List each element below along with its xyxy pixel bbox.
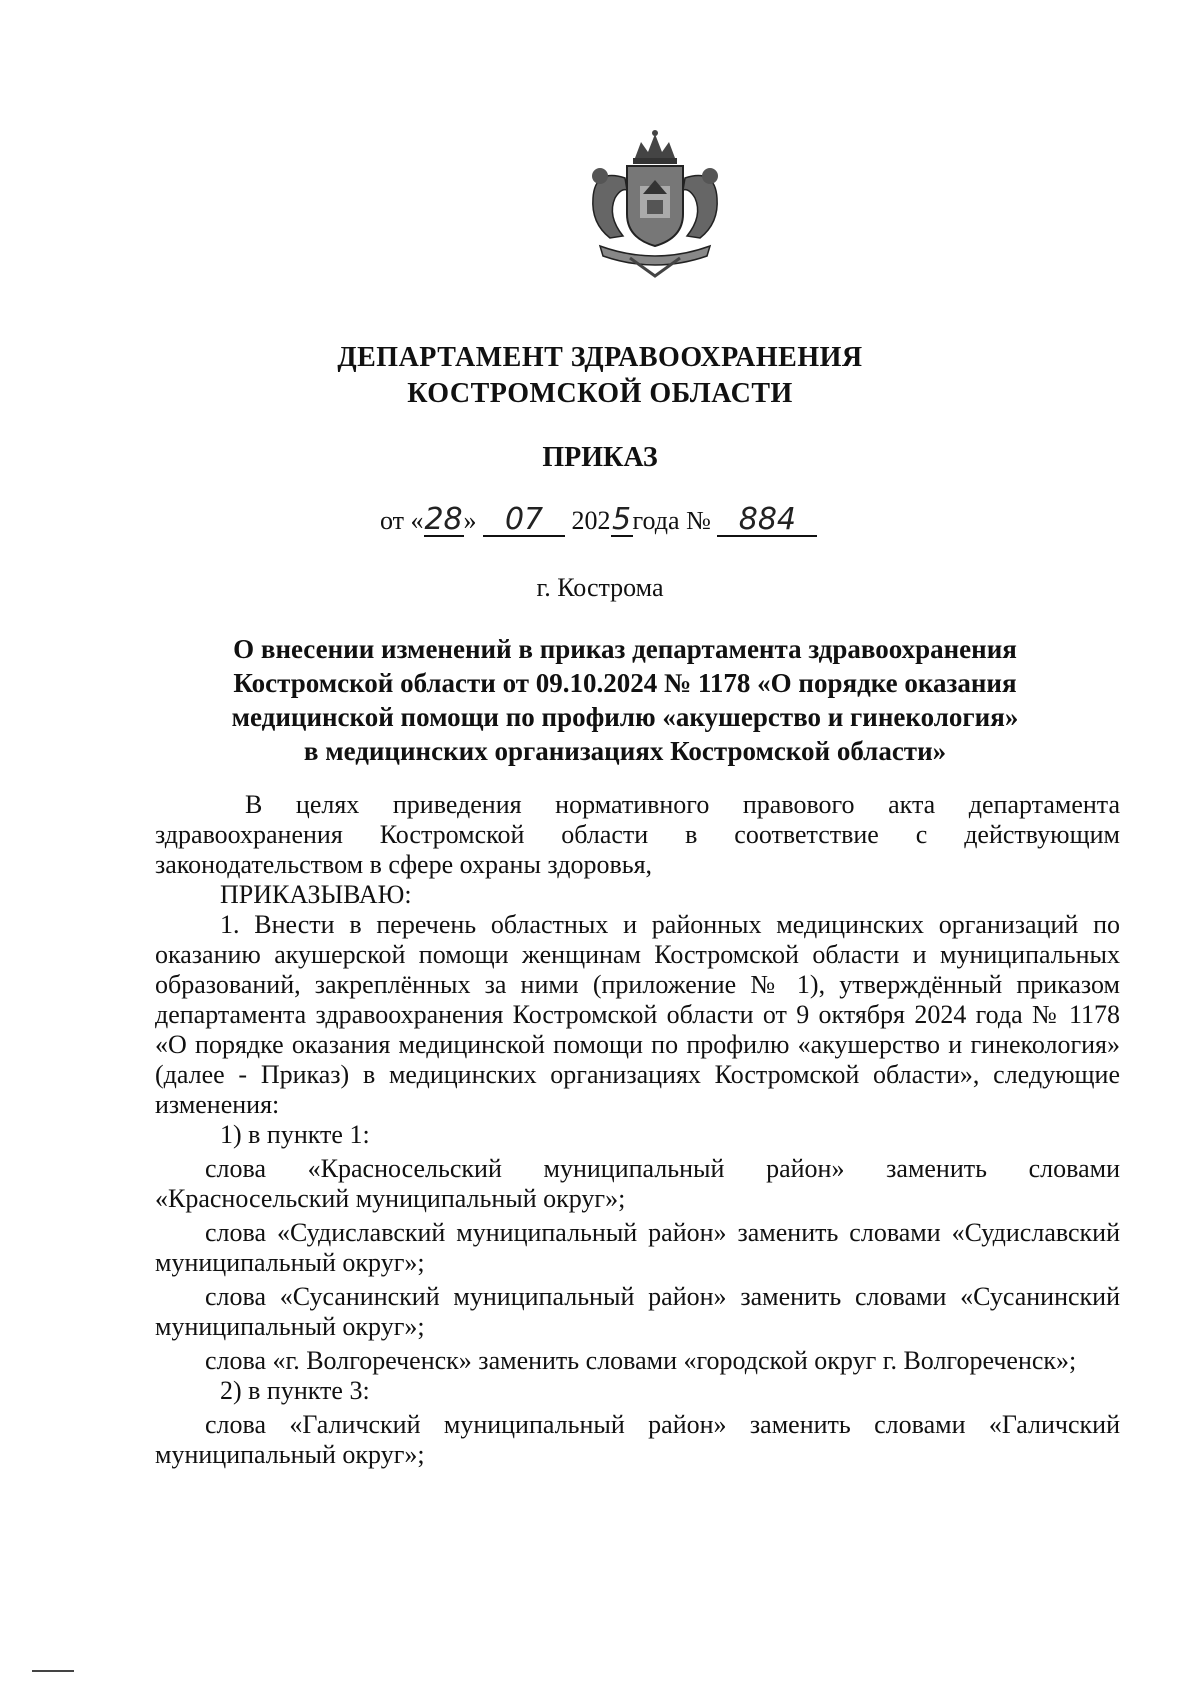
title-line-3: медицинской помощи по профилю «акушерство и гинекология» bbox=[231, 702, 1019, 732]
change-1: слова «Красносельский муниципальный район» заменить словами «Красносельский муниципальный округ»; bbox=[155, 1154, 1120, 1213]
change-5: слова «Галичский муниципальный район» заменить словами «Галичский муниципальный округ»; bbox=[155, 1410, 1120, 1469]
title-line-1: О внесении изменений в приказ департамента здравоохранения bbox=[233, 634, 1017, 664]
date-prefix: от « bbox=[380, 506, 424, 535]
document-body bbox=[155, 790, 1120, 1470]
date-number-line bbox=[380, 502, 817, 537]
change-2: слова «Судиславский муниципальный район» заменить словами «Судиславский муниципальный округ»; bbox=[155, 1218, 1120, 1277]
document-title bbox=[180, 632, 1070, 768]
subitem-1: 1) в пункте 1: bbox=[220, 1120, 370, 1149]
document-type: ПРИКАЗ bbox=[542, 442, 658, 473]
item-1-paragraph: 1. Внести в перечень областных и районных медицинских организаций по оказанию акушерской помощи женщинам Костромской области и муниципальных образований, закреплённых за ними (приложение № 1), утверждённый приказом департамента здравоохранения Костромской области от 9 октября 2024 года № 1178 «О порядке оказания медицинской помощи по профилю «акушерство и гинекология» (далее - Приказ) в медицинских организациях Костромской области», следующие изменения: bbox=[155, 910, 1120, 1119]
title-line-2: Костромской области от 09.10.2024 № 1178 «О порядке оказания bbox=[233, 668, 1017, 698]
kostroma-coat-of-arms-icon bbox=[555, 128, 755, 278]
order-word: ПРИКАЗЫВАЮ: bbox=[220, 880, 412, 909]
date-mid: » bbox=[463, 506, 477, 535]
document-number: 884 bbox=[717, 505, 817, 537]
date-suffix: года № bbox=[632, 506, 711, 535]
date-year-prefix: 202 bbox=[571, 506, 611, 535]
title-line-4: в медицинских организациях Костромской области» bbox=[303, 736, 947, 766]
city: г. Кострома bbox=[536, 573, 664, 602]
date-month: 07 bbox=[483, 505, 565, 537]
department-line-2: КОСТРОМСКОЙ ОБЛАСТИ bbox=[407, 378, 793, 409]
date-year-digit: 5 bbox=[611, 502, 632, 537]
department-line-1: ДЕПАРТАМЕНТ ЗДРАВООХРАНЕНИЯ bbox=[337, 342, 863, 373]
intro-paragraph: В целях приведения нормативного правового акта департамента здравоохранения Костромской области в соответствие с действующим законодательством в сфере охраны здоровья, bbox=[155, 790, 1120, 879]
scan-edge-mark bbox=[32, 1670, 74, 1672]
subitem-2: 2) в пункте 3: bbox=[220, 1376, 370, 1405]
department-name bbox=[0, 340, 1200, 412]
change-4: слова «г. Волгореченск» заменить словами «городской округ г. Волгореченск»; bbox=[205, 1346, 1077, 1375]
change-3: слова «Сусанинский муниципальный район» заменить словами «Сусанинский муниципальный округ»; bbox=[155, 1282, 1120, 1341]
date-day: 28 bbox=[424, 502, 463, 537]
